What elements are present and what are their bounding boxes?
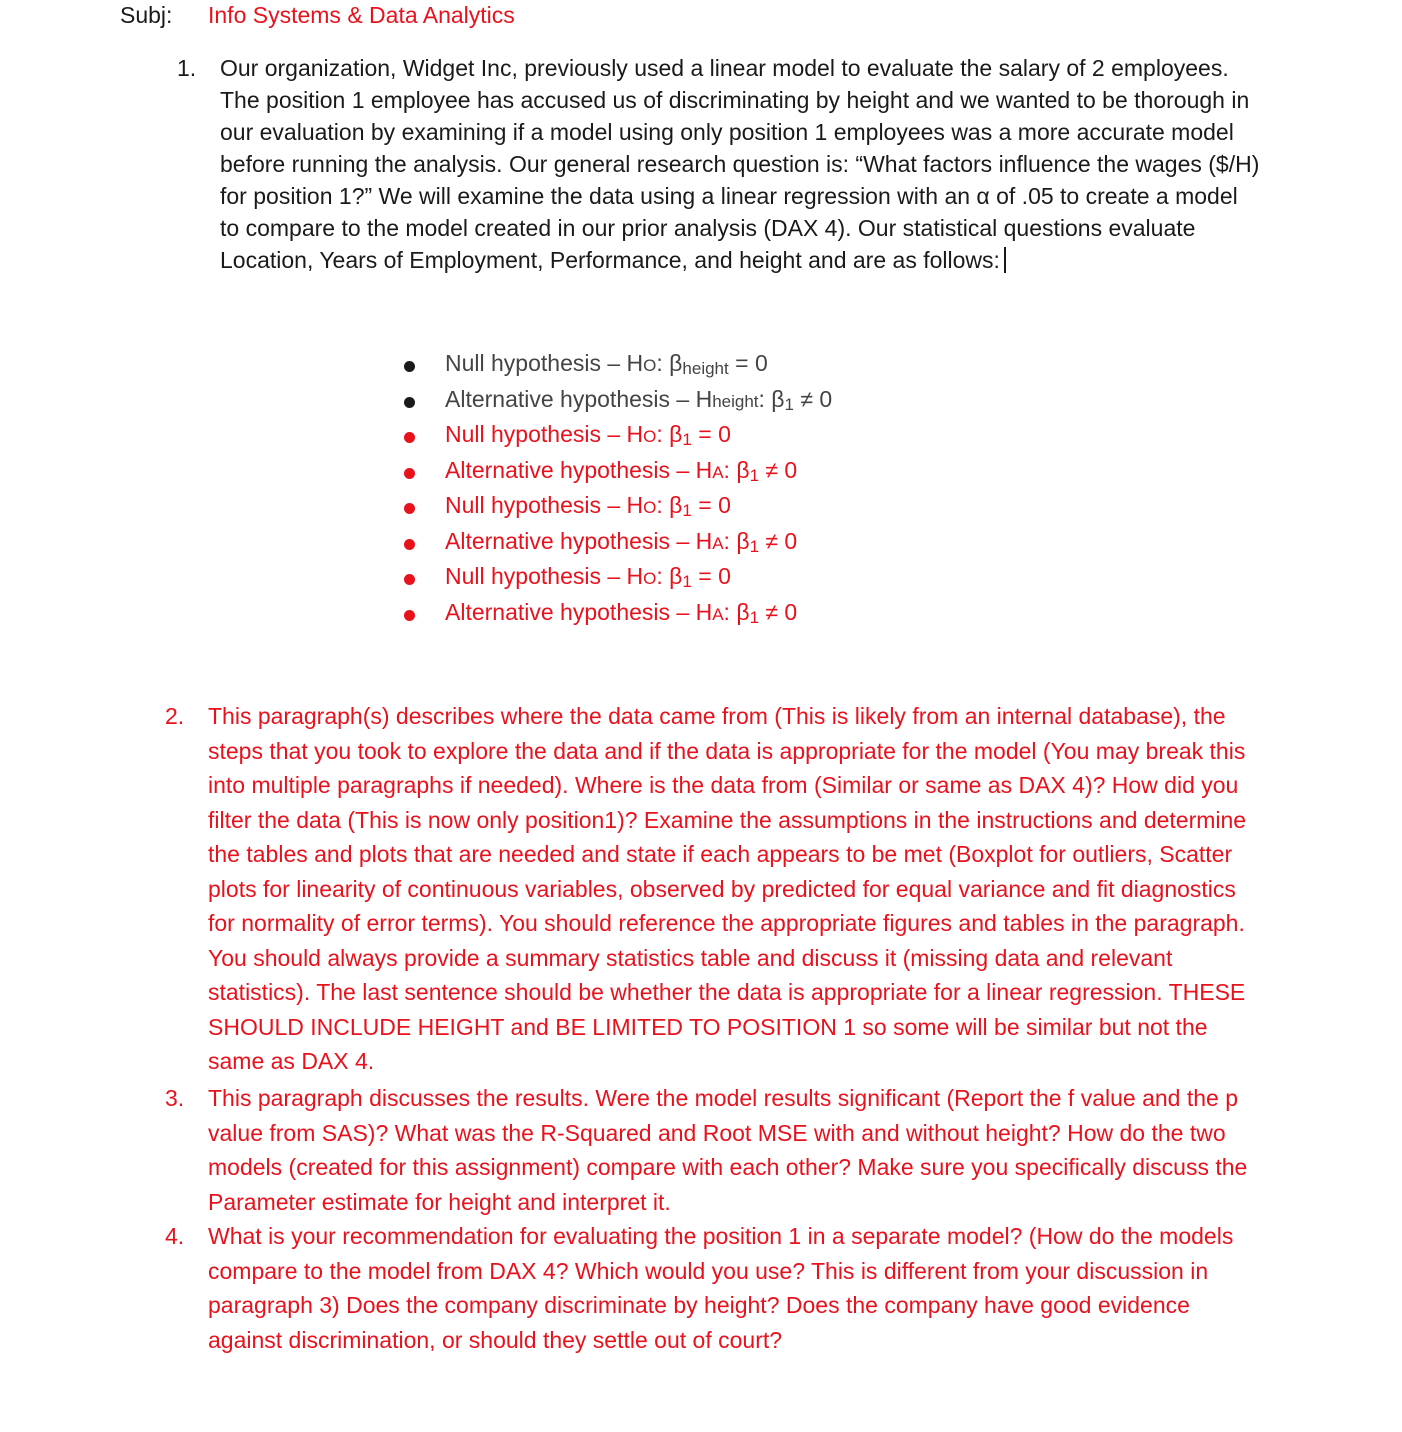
bullet-dot [404, 503, 415, 514]
hypothesis-item [400, 453, 1000, 489]
results-paragraph: This paragraph discusses the results. Were the model results significant (Report the f value and the p value from SAS)? What was the R-Squared and Root MSE with and without height? How do the two models (created for this assignment) compare with each other? Make sure you specifically discuss the Parameter estimate for height and interpret it. [208, 1085, 1248, 1215]
hypothesis-item [400, 382, 1000, 418]
hypothesis-text: Alternative hypothesis – HA: $\beta_1 \ne 0$ [445, 456, 798, 485]
data-description-paragraph: This paragraph(s) describes where the data came from (This is likely from an internal database), the steps that you took to explore the data and if the data is appropriate for the model (You may break this into multiple paragraphs if needed). Where is the data from (Similar or same as DAX 4)? How did you filter the data (This is now only position1)? Examine the assumptions in the instructions and determine the tables and plots that are needed and state if each appears to be met (Boxplot for outliers, Scatter plots for linearity of continuous variables, observed by predicted for equal variance and fit diagnostics for normality of error terms). You should reference the appropriate figures and tables in the paragraph. You should always provide a summary statistics table and discuss it (missing data and relevant statistics). The last sentence should be whether the data is appropriate for a linear regression. THESE SHOULD INCLUDE HEIGHT and BE LIMITED TO POSITION 1 so some will be similar but not the same as DAX 4. [208, 703, 1247, 1074]
list-number: 3. [165, 1085, 185, 1111]
hypothesis-item [400, 417, 1000, 453]
list-number: 1. [177, 55, 197, 81]
hypothesis-text: Alternative hypothesis – HA: $\beta_1 \ne 0$ [445, 527, 798, 556]
hypothesis-item [400, 488, 1000, 524]
hypotheses-list [400, 346, 1000, 630]
hypothesis-item [400, 595, 1000, 631]
hypothesis-text: Alternative hypothesis – Hheight: $\beta_1 \ne 0$ [445, 385, 833, 414]
text-cursor [1004, 247, 1006, 273]
bullet-dot [404, 539, 415, 550]
subject-label: Subj: [120, 2, 173, 28]
bullet-dot [404, 610, 415, 621]
research-question-paragraph[interactable] [220, 52, 1260, 276]
paragraph-text: Our organization, Widget Inc, previously used a linear model to evaluate the salary of 2 employees. The position 1 employee has accused us of discriminating by height and we wanted to be thorough in our evaluation by examining if a model using only position 1 employees was a more accurate model before running the analysis. Our general research question is: “What factors influence the wages ($/H) for position 1?” We will examine the data using a linear regression with an α of .05 to create a model to compare to the model created in our prior analysis (DAX 4). Our statistical questions evaluate Location, Years of Employment, Performance, and height and are as follows: [220, 55, 1260, 273]
hypothesis-item [400, 346, 1000, 382]
subject-value: Info Systems & Data Analytics [208, 2, 515, 28]
hypothesis-text: Null hypothesis – HO: $\beta_1 = 0$ [445, 421, 731, 449]
hypothesis-text: Null hypothesis – HO: $\beta_1 = 0$ [445, 563, 731, 591]
list-number: 2. [165, 703, 185, 729]
hypothesis-text: Null hypothesis – HO: $\beta_1 = 0$ [445, 492, 731, 520]
bullet-dot [404, 574, 415, 585]
recommendation-paragraph: What is your recommendation for evaluating the position 1 in a separate model? (How do the models compare to the model from DAX 4? Which would you use? This is different from your discussion in paragraph 3) Does the company discriminate by height? Does the company have good evidence against discrimination, or should they settle out of court? [208, 1223, 1234, 1353]
hypothesis-text: Alternative hypothesis – HA: $\beta_1 \ne 0$ [445, 598, 798, 627]
bullet-dot [404, 397, 415, 408]
hypothesis-text: Null hypothesis – HO: $\beta_{height} = 0$ [445, 350, 768, 378]
bullet-dot [404, 361, 415, 372]
bullet-dot [404, 468, 415, 479]
subject-line [120, 0, 515, 30]
hypothesis-item [400, 559, 1000, 595]
hypothesis-item [400, 524, 1000, 560]
list-number: 4. [165, 1223, 185, 1249]
bullet-dot [404, 432, 415, 443]
